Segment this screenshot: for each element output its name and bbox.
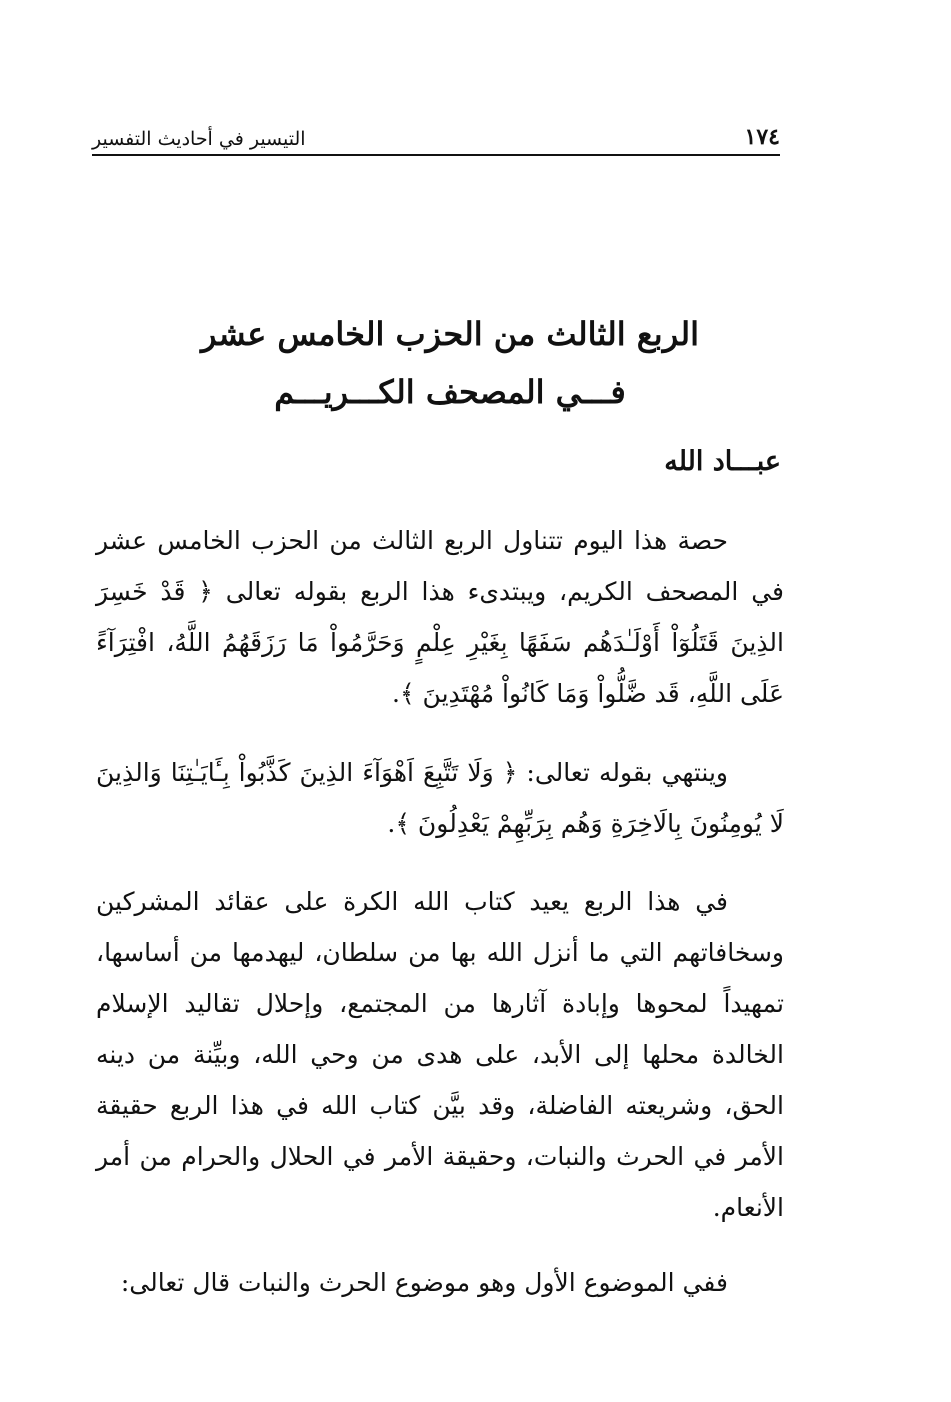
chapter-title-line-2: فـــي المصحف الكـــريـــم [274, 373, 626, 411]
chapter-title [100, 305, 800, 421]
paragraph-4: ففي الموضوع الأول وهو موضوع الحرث والنبات قال تعالى: [120, 1268, 728, 1297]
running-header [92, 118, 780, 156]
page-number: ١٧٤ [744, 124, 780, 150]
book-title: التيسير في أحاديث التفسير [92, 128, 306, 150]
section-heading: عبـــاد الله [664, 446, 781, 477]
paragraph-2: وينتهي بقوله تعالى: ﴿ وَلَا تَتَّبِعَ اَهْوَآءَ الذِينَ كَذَّبُواْ بِـَٔايَـٰتِنَا وَالذِينَ لَا يُومِنُونَ بِالَاخِرَةِ وَهُم بِرَبِّهِمْ يَعْدِلُونَ ﴾. [96, 758, 784, 838]
chapter-title-line-1: الربع الثالث من الحزب الخامس عشر [200, 315, 699, 353]
paragraph-3: في هذا الربع يعيد كتاب الله الكرة على عقائد المشركين وسخافاتهم التي ما أنزل الله بها من سلطان، ليهدمها من أساسها، تمهيداً لمحوها وإبادة آثارها من المجتمع، وإحلال تقاليد الإسلام الخالدة محلها إلى الأبد، على هدى من وحي الله، وبيِّنة من دينه الحق، وشريعته الفاضلة، وقد بيَّن كتاب الله في هذا الربع حقيقة الأمر في الحرث والنبات، وحقيقة الأمر في الحلال والحرام من أمر الأنعام. [96, 887, 784, 1222]
paragraph-1: حصة هذا اليوم تتناول الربع الثالث من الحزب الخامس عشر في المصحف الكريم، ويبتدىء هذا الربع بقوله تعالى ﴿ قَدْ خَسِرَ الذِينَ قَتَلُوٓاْ أَوْلَـٰدَهُم سَفَهًا بِغَيْرِ عِلْمٍ وَحَرَّمُواْ مَا رَزَقَهُمُ اللَّهُ، افْتِرَآءً عَلَى اللَّهِ، قَد ضَّلُّواْ وَمَا كَانُواْ مُهْتَدِينَ ﴾. [96, 526, 784, 708]
